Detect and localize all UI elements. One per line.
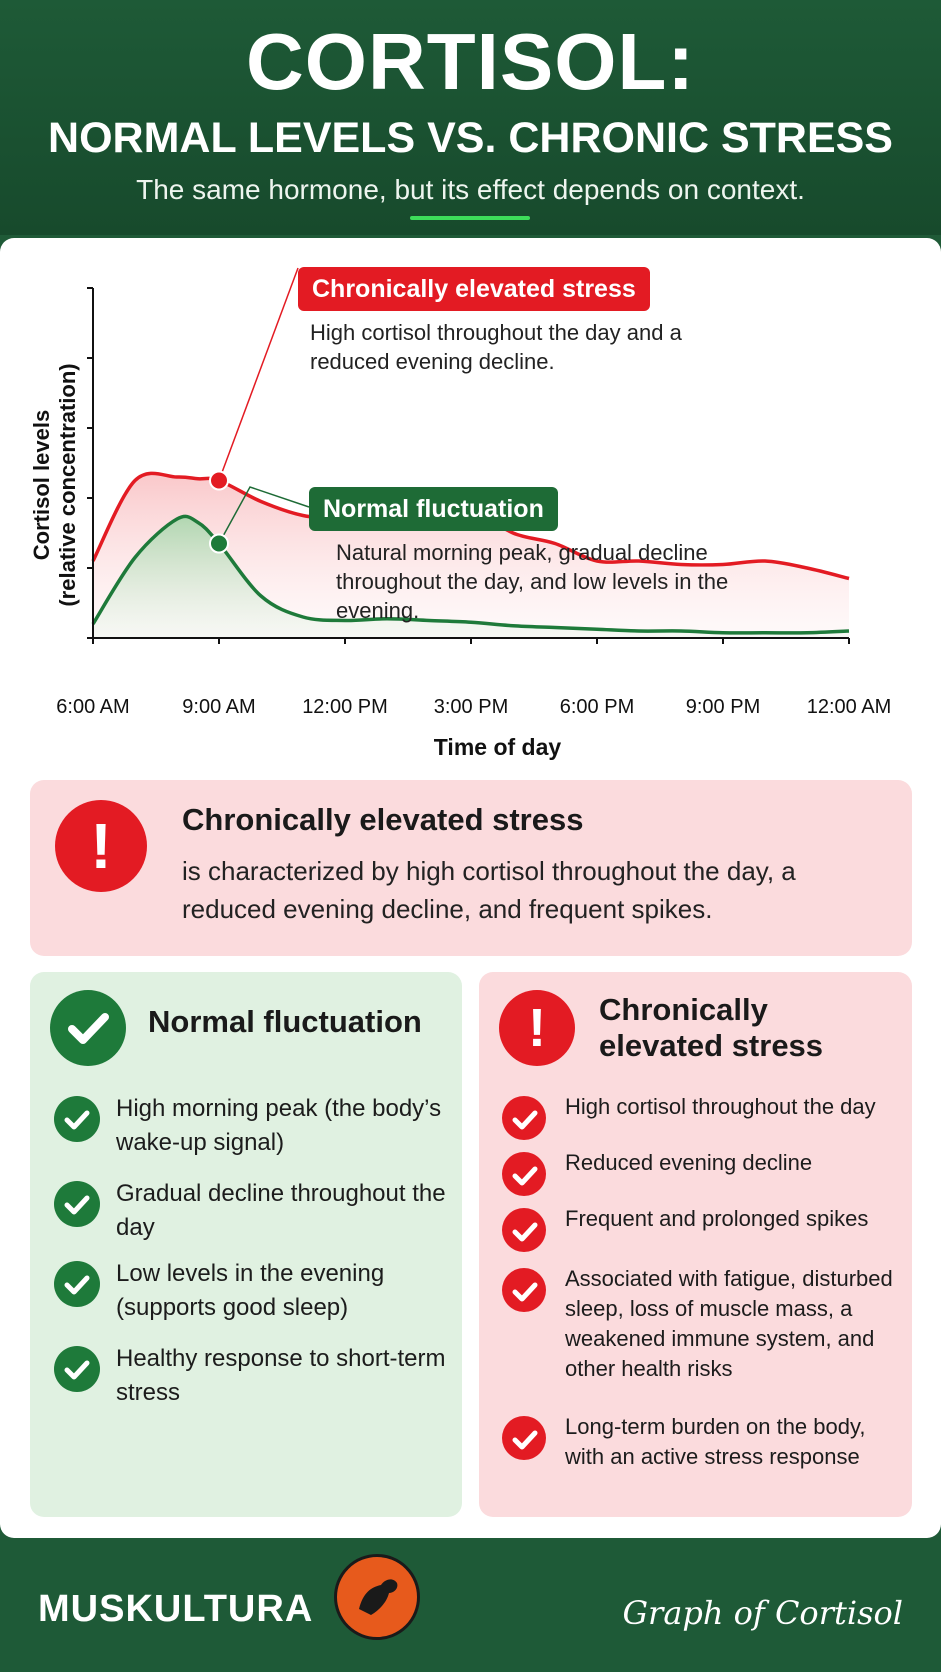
checkmark-icon bbox=[502, 1208, 546, 1252]
x-tick-label: 12:00 PM bbox=[302, 696, 388, 718]
x-tick-label: 9:00 AM bbox=[182, 696, 256, 718]
checkmark-icon bbox=[54, 1181, 100, 1227]
checkmark-icon bbox=[54, 1261, 100, 1307]
y-axis-title-line2: (relative concentration) bbox=[55, 363, 80, 607]
checkmark-icon bbox=[502, 1152, 546, 1196]
normal-callout-title: Normal fluctuation bbox=[309, 487, 558, 531]
list-item-text: High morning peak (the body’s wake-up signal) bbox=[116, 1095, 442, 1156]
list-item-text: Frequent and prolonged spikes bbox=[565, 1206, 869, 1231]
normal-fluctuation-card bbox=[30, 972, 462, 1517]
annotation-point bbox=[210, 472, 228, 490]
chronic-stress-card bbox=[479, 972, 912, 1517]
annotation-point bbox=[210, 535, 228, 553]
checkmark-icon bbox=[502, 1416, 546, 1460]
tagline-underline bbox=[410, 216, 530, 220]
exclamation-icon: ! bbox=[55, 800, 147, 892]
stress-card-title: Chronically elevated stress bbox=[599, 992, 824, 1063]
alert-title: Chronically elevated stress bbox=[182, 802, 584, 837]
x-tick-label: 6:00 AM bbox=[56, 696, 130, 718]
header bbox=[0, 0, 941, 235]
page-title: CORTISOL: bbox=[246, 17, 695, 106]
footer-caption: Graph of Cortisol bbox=[622, 1594, 903, 1632]
callout-leader-line bbox=[219, 268, 298, 481]
x-tick-label: 9:00 PM bbox=[685, 696, 761, 718]
list-item-text: Associated with fatigue, disturbed sleep, loss of muscle mass, a weakened immune system, and other health risks bbox=[565, 1266, 893, 1381]
list-item-text: Reduced evening decline bbox=[565, 1150, 813, 1175]
y-axis-title-line1: Cortisol levels bbox=[29, 409, 54, 561]
normal-card-title: Normal fluctuation bbox=[148, 1004, 422, 1039]
list-item-text: Healthy response to short-term stress bbox=[116, 1345, 446, 1406]
x-axis-title: Time of day bbox=[433, 734, 562, 760]
checkmark-icon bbox=[54, 1346, 100, 1392]
checkmark-icon bbox=[54, 1096, 100, 1142]
checkmark-icon bbox=[502, 1096, 546, 1140]
list-item-text: Long-term burden on the body, with an active stress response bbox=[565, 1414, 866, 1469]
normal-callout-text: Natural morning peak, gradual decline throughout the day, and low levels in the evening. bbox=[336, 540, 729, 623]
tagline: The same hormone, but its effect depends on context. bbox=[136, 174, 805, 205]
list-item-text: Low levels in the evening (supports good sleep) bbox=[116, 1260, 385, 1321]
stress-callout-title: Chronically elevated stress bbox=[298, 267, 650, 311]
checkmark-icon bbox=[50, 990, 126, 1066]
list-item-text: High cortisol throughout the day bbox=[565, 1094, 876, 1119]
list-item-text: Gradual decline throughout the day bbox=[116, 1180, 446, 1241]
alert-text: is characterized by high cortisol throughout the day, a reduced evening decline, and frequent spikes. bbox=[182, 856, 796, 924]
stress-callout-text: High cortisol throughout the day and a reduced evening decline. bbox=[310, 320, 682, 374]
checkmark-icon bbox=[502, 1268, 546, 1312]
brand-logo-icon bbox=[334, 1554, 420, 1640]
x-tick-label: 6:00 PM bbox=[559, 696, 635, 718]
x-tick-label: 12:00 AM bbox=[806, 696, 892, 718]
x-tick-label: 3:00 PM bbox=[433, 696, 509, 718]
page-subtitle: NORMAL LEVELS VS. CHRONIC STRESS bbox=[48, 114, 893, 162]
footer bbox=[0, 1540, 941, 1672]
y-axis-title bbox=[25, 350, 85, 620]
exclamation-icon: ! bbox=[499, 990, 575, 1066]
stress-alert-banner bbox=[30, 780, 912, 956]
brand-name: MUSKULTURA bbox=[38, 1588, 314, 1630]
